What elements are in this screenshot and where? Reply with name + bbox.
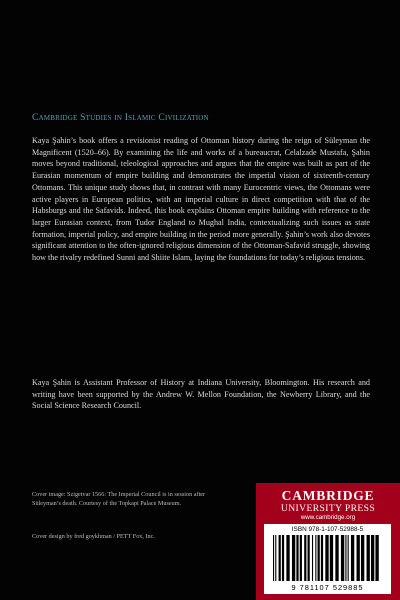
book-description: Kaya Şahin’s book offers a revisionist reading of Ottoman history during the reign of Süleyman the Magnificent (1520–66). By examining the life and works of a bureaucrat, Celalzade Mustafa, Şahin moves beyond traditional, teleological approaches and argues that the empire was built as part of the Eurasian momentum of empire building and demonstrates the imperial vision of sixteenth-century Ottomans. This unique study shows that, in contrast with many Eurocentric views, the Ottomans were active players in European politics, with an imperial culture in direct competition with that of the Habsburgs and the Safavids. Indeed, this book explains Ottoman empire building with reference to the larger Eurasian context, from Tudor England to Mughal India, contextualizing such issues as state formation, imperial policy, and empire building in the period more generally. Şahin’s work also devotes significant attention to the often-ignored religious dimension of the Ottoman-Safavid struggle, showing how the rivalry redefined Sunni and Shiite Islam, laying the foundations for today’s religious tensions.	[32, 136, 370, 263]
publisher-press: UNIVERSITY PRESS	[280, 503, 376, 514]
cover-image-credit: Cover image: Szigetvar 1566: The Imperial Council is in session after Süleyman’s death. Courtesy of the Topkapi Palace Museum.	[32, 491, 206, 507]
barcode-label	[264, 524, 391, 594]
publisher-name: CAMBRIDGE	[281, 488, 375, 503]
cover-design-credit: Cover design by fred goykhman / PETT Fox, Inc.	[32, 533, 155, 540]
isbn-text: ISBN 978-1-107-52988-5	[291, 526, 364, 533]
series-title: Cambridge Studies in Islamic Civilization	[32, 112, 209, 123]
publisher-url: www.cambridge.org	[300, 514, 356, 521]
author-bio: Kaya Şahin is Assistant Professor of History at Indiana University, Bloomington. His research and writing have been supported by the Andrew W. Mellon Foundation, the Newberry Library, and the Social Science Research Council.	[32, 378, 370, 411]
barcode-icon	[273, 535, 382, 582]
barcode-number: 9 781107 529885	[291, 583, 364, 592]
